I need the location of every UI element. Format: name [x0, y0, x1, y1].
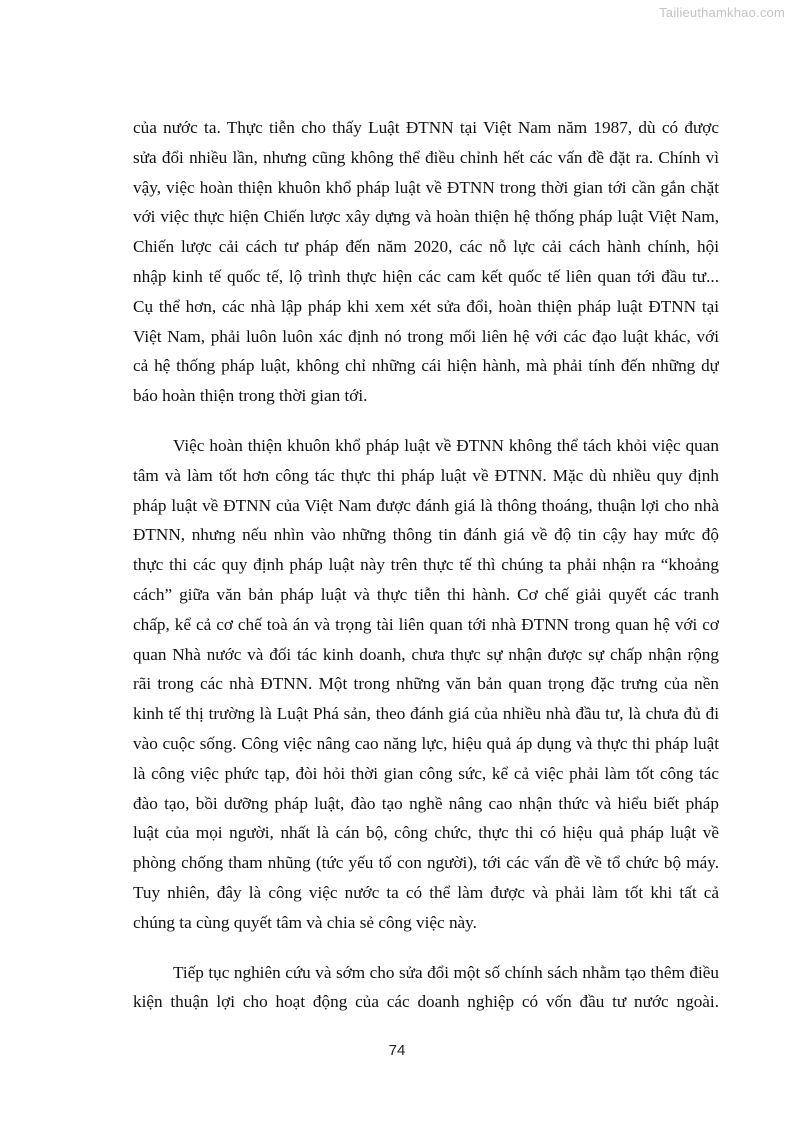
paragraph-spacer	[133, 411, 719, 431]
text-line: Tuy nhiên, đây là công việc nước ta có thể làm được và phải làm tốt khi tất cả	[133, 882, 719, 902]
text-line: chấp, kể cả cơ chế toà án và trọng tài liên quan tới nhà ĐTNN trong quan hệ với cơ	[133, 614, 719, 634]
text-line: đào tạo, bồi dưỡng pháp luật, đào tạo nghề nâng cao nhận thức và hiểu biết pháp	[133, 793, 719, 813]
text-line: sửa đổi nhiều lần, nhưng cũng không thể điều chỉnh hết các vấn đề đặt ra. Chính vì	[133, 147, 719, 167]
text-line: luật của mọi người, nhất là cán bộ, công chức, thực thi có hiệu quả pháp luật về	[133, 823, 719, 843]
text-line: nhập kinh tế quốc tế, lộ trình thực hiện các cam kết quốc tế liên quan tới đầu tư...	[133, 266, 719, 286]
text-line: chúng ta cùng quyết tâm và chia sẻ công việc này.	[133, 912, 477, 932]
text-line: pháp luật về ĐTNN của Việt Nam được đánh giá là thông thoáng, thuận lợi cho nhà	[133, 495, 719, 515]
paragraph-1	[133, 113, 719, 411]
text-line: kiện thuận lợi cho hoạt động của các doanh nghiệp có vốn đầu tư nước ngoài.	[133, 992, 719, 1012]
text-line: thực thi các quy định pháp luật này trên thực tế thì chúng ta phải nhận ra “khoảng	[133, 555, 719, 575]
text-line: kinh tế thị trường là Luật Phá sản, theo đánh giá của nhiều nhà đầu tư, là chưa đủ đi	[133, 704, 719, 724]
text-line: ĐTNN, nhưng nếu nhìn vào những thông tin đánh giá về độ tin cậy hay mức độ	[133, 525, 719, 545]
text-line: phòng chống tham nhũng (tức yếu tố con người), tới các vấn đề về tổ chức bộ máy.	[133, 853, 719, 873]
page-number: 74	[388, 1042, 406, 1059]
text-line: báo hoàn thiện trong thời gian tới.	[133, 386, 368, 406]
text-line: của nước ta. Thực tiễn cho thấy Luật ĐTNN tại Việt Nam năm 1987, dù có được	[133, 118, 719, 137]
text-line: cả hệ thống pháp luật, không chỉ những cái hiện hành, mà phải tính đến những dự	[133, 356, 719, 376]
text-line: tâm và làm tốt hơn công tác thực thi pháp luật về ĐTNN. Mặc dù nhiều quy định	[133, 465, 719, 485]
text-line: Chiến lược cải cách tư pháp đến năm 2020, các nỗ lực cải cách hành chính, hội	[133, 237, 719, 257]
watermark: Tailieuthamkhao.com	[659, 5, 785, 20]
text-line: Việc hoàn thiện khuôn khổ pháp luật về ĐTNN không thể tách khỏi việc quan	[173, 435, 719, 455]
text-line: là công việc phức tạp, đòi hỏi thời gian công sức, kể cả việc phải làm tốt công tác	[133, 763, 719, 783]
text-line: với việc thực hiện Chiến lược xây dựng và hoàn thiện hệ thống pháp luật Việt Nam,	[133, 207, 719, 227]
text-line: Việt Nam, phải luôn luôn xác định nó trong mối liên hệ với các đạo luật khác, với	[133, 326, 719, 346]
text-line: Tiếp tục nghiên cứu và sớm cho sửa đổi một số chính sách nhằm tạo thêm điều	[173, 962, 719, 982]
text-line: quan Nhà nước và đối tác kinh doanh, chưa thực sự nhận được sự chấp nhận rộng	[133, 644, 719, 664]
text-line: cách” giữa văn bản pháp luật và thực tiễn thi hành. Cơ chế giải quyết các tranh	[133, 584, 719, 604]
text-line: vậy, việc hoàn thiện khuôn khổ pháp luật về ĐTNN trong thời gian tới cần gắn chặt	[133, 177, 719, 197]
text-line: rãi trong các nhà ĐTNN. Một trong những văn bản quan trọng đặc trưng của nền	[133, 674, 719, 694]
text-line: vào cuộc sống. Công việc nâng cao năng lực, hiệu quả áp dụng và thực thi pháp luật	[133, 733, 719, 753]
paragraph-3	[133, 958, 719, 1018]
text-line: Cụ thể hơn, các nhà lập pháp khi xem xét sửa đổi, hoàn thiện pháp luật ĐTNN tại	[133, 296, 719, 316]
paragraph-2	[133, 431, 719, 938]
paragraph-spacer	[133, 938, 719, 958]
document-body	[133, 113, 719, 1017]
